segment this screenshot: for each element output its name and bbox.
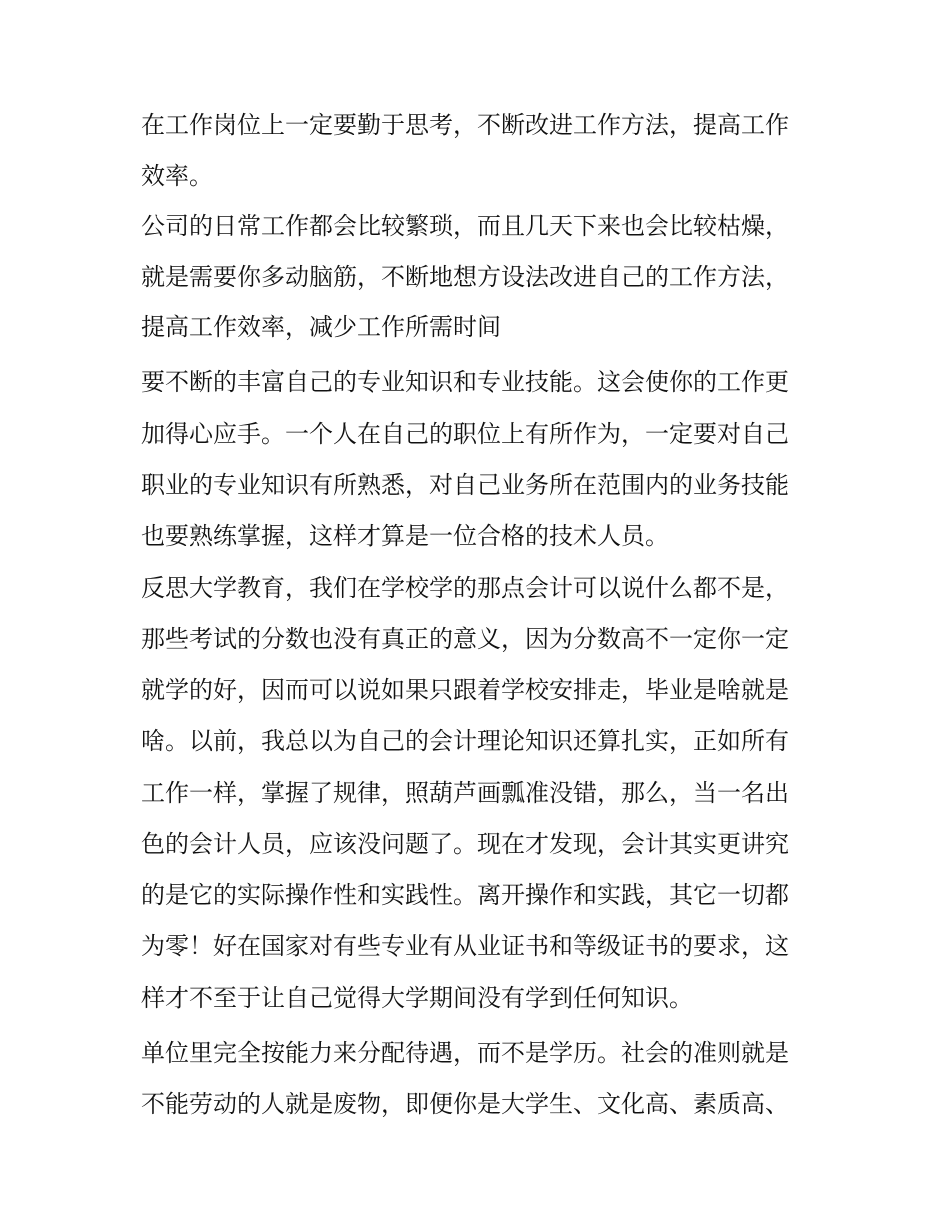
text-line: 单位里完全按能力来分配待遇，而不是学历。社会的准则就是 [141, 1039, 789, 1067]
text-line: 不能劳动的人就是废物，即便你是大学生、文化高、素质高、 [141, 1090, 789, 1118]
text-line: 工作一样，掌握了规律，照葫芦画瓢准没错，那么，当一名出 [141, 779, 789, 807]
text-line: 色的会计人员，应该没问题了。现在才发现，会计其实更讲究 [141, 830, 789, 858]
text-line: 反思大学教育，我们在学校学的那点会计可以说什么都不是， [141, 574, 789, 602]
text-line: 为零！好在国家对有些专业有从业证书和等级证书的要求，这 [141, 932, 789, 960]
text-line: 就学的好，因而可以说如果只跟着学校安排走，毕业是啥就是 [141, 676, 789, 704]
text-line: 加得心应手。一个人在自己的职位上有所作为，一定要对自己 [141, 420, 789, 448]
text-line: 效率。 [141, 162, 213, 190]
text-line: 公司的日常工作都会比较繁琐，而且几天下来也会比较枯燥， [141, 212, 789, 240]
text-line: 啥。以前，我总以为自己的会计理论知识还算扎实，正如所有 [141, 727, 789, 755]
text-line: 样才不至于让自己觉得大学期间没有学到任何知识。 [141, 984, 693, 1012]
text-line: 的是它的实际操作性和实践性。离开操作和实践，其它一切都 [141, 881, 789, 909]
text-line: 要不断的丰富自己的专业知识和专业技能。这会使你的工作更 [141, 368, 789, 396]
text-line: 提高工作效率，减少工作所需时间 [141, 313, 501, 341]
text-line: 在工作岗位上一定要勤于思考，不断改进工作方法，提高工作 [141, 111, 789, 139]
text-line: 也要熟练掌握，这样才算是一位合格的技术人员。 [141, 522, 669, 550]
text-line: 职业的专业知识有所熟悉，对自己业务所在范围内的业务技能 [141, 471, 789, 499]
text-line: 那些考试的分数也没有真正的意义，因为分数高不一定你一定 [141, 625, 789, 653]
text-line: 就是需要你多动脑筋，不断地想方设法改进自己的工作方法， [141, 263, 789, 291]
